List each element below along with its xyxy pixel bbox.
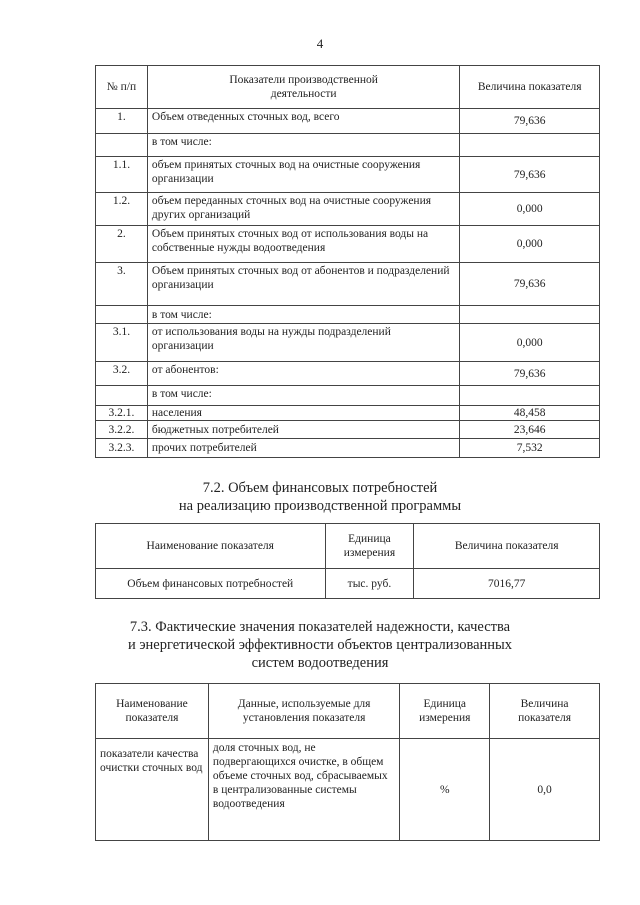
cell-value: 79,636 <box>460 362 600 386</box>
cell-value: 48,458 <box>460 406 600 421</box>
cell-num: 1. <box>96 109 148 134</box>
cell-value: 7,532 <box>460 439 600 458</box>
cell-label: объем переданных сточных вод на очистные сооружения других организаций <box>147 193 459 226</box>
production-indicators-table <box>95 65 600 458</box>
cell-label: объем принятых сточных вод на очистные сооружения организации <box>147 157 459 193</box>
cell-num <box>96 306 148 324</box>
table-row <box>96 569 600 599</box>
cell-value: 7016,77 <box>414 569 600 599</box>
cell-label: в том числе: <box>147 306 459 324</box>
financial-needs-table <box>95 523 600 599</box>
table-row <box>96 193 600 226</box>
cell-num: 3.2.2. <box>96 421 148 439</box>
cell-num: 1.1. <box>96 157 148 193</box>
cell-value: 0,000 <box>460 226 600 263</box>
header-unit: Единица измерения <box>325 524 414 569</box>
section-7-2-title <box>0 479 640 515</box>
cell-value <box>460 134 600 157</box>
section-title-line: на реализацию производственной программы <box>178 498 462 514</box>
section-title-line: систем водоотведения <box>251 655 389 671</box>
header-value: Величина показателя <box>490 684 600 739</box>
header-value: Величина показателя <box>460 66 600 109</box>
section-title-line: 7.3. Фактические значения показателей надежности, качества <box>129 619 511 635</box>
cell-num: 3. <box>96 263 148 306</box>
cell-data: доля сточных вод, не подвергающихся очистке, в общем объеме сточных вод, сбрасываемых в централизованные системы водоотведения <box>208 739 399 841</box>
table-row <box>96 739 600 841</box>
cell-label: от использования воды на нужды подразделений организации <box>147 324 459 362</box>
table-row <box>96 439 600 458</box>
cell-name: показатели качества очистки сточных вод <box>96 739 209 841</box>
cell-value: 79,636 <box>460 263 600 306</box>
cell-unit: % <box>400 739 490 841</box>
cell-value <box>460 386 600 406</box>
table-row <box>96 386 600 406</box>
cell-value: 79,636 <box>460 157 600 193</box>
cell-num: 3.2. <box>96 362 148 386</box>
table-row <box>96 157 600 193</box>
cell-value: 0,000 <box>460 324 600 362</box>
cell-num <box>96 134 148 157</box>
cell-label: от абонентов: <box>147 362 459 386</box>
section-7-3-title <box>0 618 640 672</box>
page-number: 4 <box>316 36 324 51</box>
header-name: Наименование показателя <box>96 684 209 739</box>
cell-value: 0,0 <box>490 739 600 841</box>
cell-num: 1.2. <box>96 193 148 226</box>
table-row <box>96 362 600 386</box>
cell-num: 3.2.1. <box>96 406 148 421</box>
table-row <box>96 406 600 421</box>
header-num: № п/п <box>96 66 148 109</box>
cell-unit: тыс. руб. <box>325 569 414 599</box>
header-indicator: Показатели производственной деятельности <box>147 66 459 109</box>
reliability-indicators-table <box>95 683 600 841</box>
cell-value: 79,636 <box>460 109 600 134</box>
table-row <box>96 263 600 306</box>
table-row <box>96 421 600 439</box>
cell-label: в том числе: <box>147 386 459 406</box>
cell-value: 23,646 <box>460 421 600 439</box>
cell-label: бюджетных потребителей <box>147 421 459 439</box>
cell-name: Объем финансовых потребностей <box>96 569 326 599</box>
cell-num <box>96 386 148 406</box>
cell-num: 2. <box>96 226 148 263</box>
table-row <box>96 324 600 362</box>
cell-num: 3.1. <box>96 324 148 362</box>
table-row <box>96 134 600 157</box>
table-row <box>96 226 600 263</box>
table-row <box>96 306 600 324</box>
cell-num: 3.2.3. <box>96 439 148 458</box>
header-value: Величина показателя <box>414 524 600 569</box>
cell-label: в том числе: <box>147 134 459 157</box>
cell-value: 0,000 <box>460 193 600 226</box>
cell-label: населения <box>147 406 459 421</box>
header-unit: Единица измерения <box>400 684 490 739</box>
cell-label: Объем принятых сточных вод от использования воды на собственные нужды водоотведения <box>147 226 459 263</box>
cell-label: Объем отведенных сточных вод, всего <box>147 109 459 134</box>
header-data: Данные, используемые для установления показателя <box>208 684 399 739</box>
table-header-row <box>96 66 600 109</box>
cell-value <box>460 306 600 324</box>
cell-label: прочих потребителей <box>147 439 459 458</box>
header-name: Наименование показателя <box>96 524 326 569</box>
section-title-line: и энергетической эффективности объектов централизованных <box>127 637 513 653</box>
cell-label: Объем принятых сточных вод от абонентов и подразделений организации <box>147 263 459 306</box>
section-title-line: 7.2. Объем финансовых потребностей <box>202 480 438 496</box>
table-row <box>96 109 600 134</box>
